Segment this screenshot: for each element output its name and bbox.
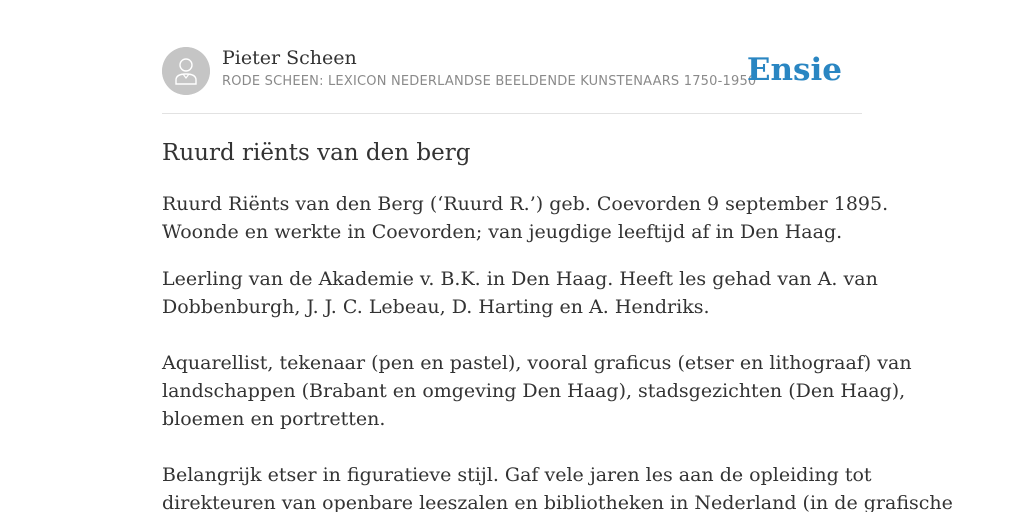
- body-line: Leerling van de Akademie v. B.K. in Den Haag. Heeft les gehad van A. van: [162, 268, 878, 290]
- paragraph-gap: [162, 246, 882, 265]
- paragraph-gap: [162, 433, 882, 461]
- article-body: [162, 190, 953, 512]
- source-title[interactable]: RODE SCHEEN: LEXICON NEDERLANDSE BEELDENDE KUNSTENAARS 1750-1950: [222, 74, 757, 89]
- author-name[interactable]: Pieter Scheen: [222, 47, 357, 69]
- body-line: Belangrijk etser in figuratieve stijl. Gaf vele jaren les aan de opleiding tot: [162, 464, 872, 486]
- article-title: Ruurd riënts van den berg: [162, 140, 471, 166]
- body-line: Ruurd Riënts van den Berg (‘Ruurd R.’) geb. Coevorden 9 september 1895.: [162, 193, 889, 215]
- body-line: Dobbenburgh, J. J. C. Lebeau, D. Harting en A. Hendriks.: [162, 296, 710, 318]
- body-line: Woonde en werkte in Coevorden; van jeugdige leeftijd af in Den Haag.: [162, 221, 843, 243]
- body-line: Aquarellist, tekenaar (pen en pastel), vooral graficus (etser en lithograaf) van: [162, 352, 912, 374]
- body-line: landschappen (Brabant en omgeving Den Haag), stadsgezichten (Den Haag),: [162, 380, 906, 402]
- header-divider: [162, 113, 862, 114]
- author-header: [162, 46, 862, 96]
- body-line: direkteuren van openbare leeszalen en bibliotheken in Nederland (in de grafische: [162, 492, 953, 512]
- brand-logo[interactable]: Ensie: [746, 52, 842, 88]
- paragraph-gap: [162, 321, 882, 349]
- user-avatar-icon[interactable]: [162, 47, 210, 95]
- body-line: bloemen en portretten.: [162, 408, 386, 430]
